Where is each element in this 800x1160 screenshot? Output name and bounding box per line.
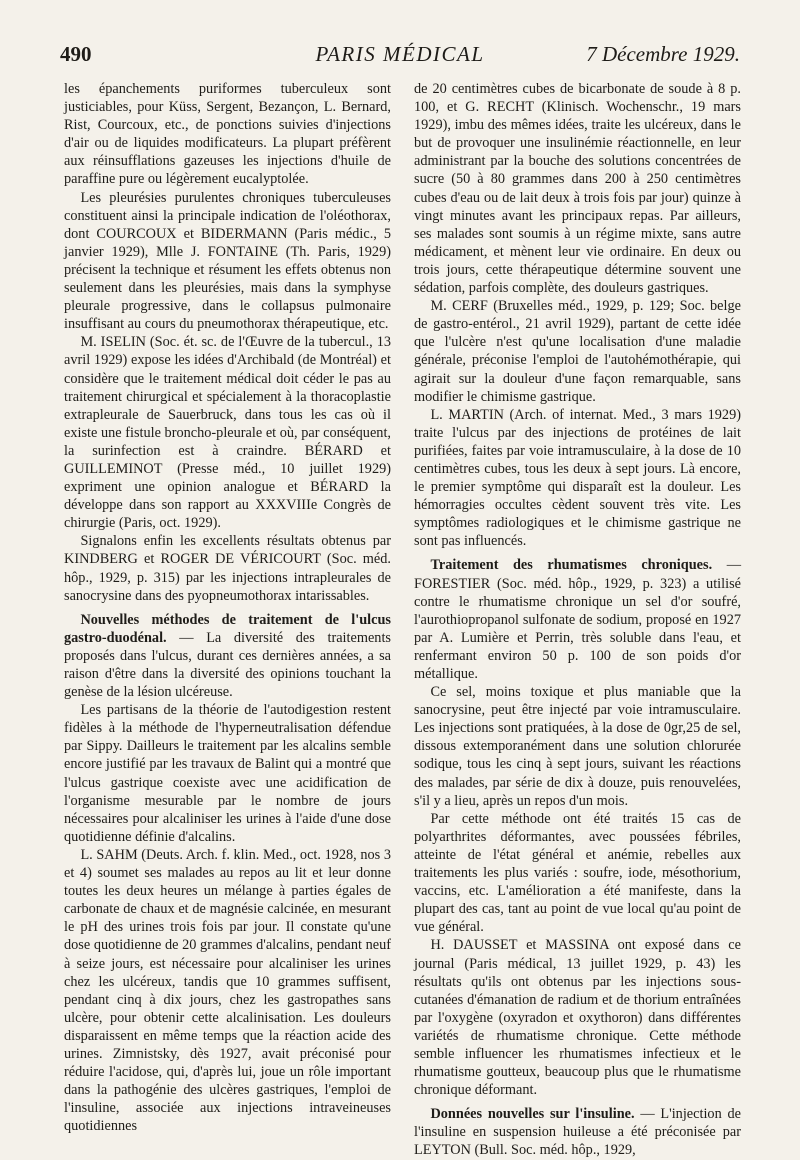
left-column [64, 80, 391, 1135]
section-heading: Traitement des rhumatismes chroniques. [430, 557, 713, 574]
running-head [60, 42, 740, 72]
section-paragraph [64, 611, 391, 701]
paragraph: Par cette méthode ont été traités 15 cas de polyarthrites déformantes, avec poussées fébriles, atteinte de l'état général et anémie, rebelles aux traitements les plus variés : soufre, iode, mésothorium, vaccins, etc. L'amélioration a été manifeste, dans la plupart des cas, tant au point de vue local qu'au point de vue général. [414, 810, 741, 936]
paragraph: H. DAUSSET et MASSINA ont exposé dans ce journal (Paris médical, 13 juillet 1929, p. 43) les résultats qu'ils ont obtenus par les injections sous-cutanées d'émanation de radium et de thorium entraînées par l'oxygène (oxyradon et oxythoron) dans différentes variétés de rhumatisme chronique. Cette méthode semble influencer les rhumatismes infectieux et le rhumatisme goutteux, beaucoup plus que le rhumatisme chronique déformant. [414, 937, 741, 1099]
issue-date: 7 Décembre 1929. [586, 42, 740, 66]
paragraph: les épanchements puriformes tuberculeux sont justiciables, pour Küss, Sergent, Bezançon, L. Bernard, Rist, Courcoux, etc., de ponctions suivies d'injections d'air ou de liquides modificateurs. La plupart préfèrent aux réinsufflations gazeuses les injections d'huile de paraffine pure ou légèrement eucalyptolée. [64, 81, 391, 188]
paragraph: M. ISELIN (Soc. ét. sc. de l'Œuvre de la tubercul., 13 avril 1929) expose les idées d'Archibald (de Montréal) et considère que le traitement médical doit céder le pas au traitement chirurgical et spécialement à la thoracoplastie extrapleurale de Sauerbruck, dans tous les cas où il existe une fistule broncho-pleurale et où, par conséquent, la surinfection est à craindre. BÉRARD et GUILLEMINOT (Presse méd., 10 juillet 1929) expriment une opinion analogue et BÉRARD la développe dans son rapport au XXXVIIIe Congrès de chirurgie (Paris, oct. 1929). [64, 334, 391, 532]
page-number: 490 [60, 42, 92, 66]
paragraph: Ce sel, moins toxique et plus maniable que la sanocrysine, peut être injecté par voie intramusculaire. Les injections sont pratiquées, à la dose de 0gr,25 de sel, dissous extemporanément dans une solution chlorurée sodique, tous les cinq à sept jours, suivant les réactions des malades, par série de dix à douze, puis renouvelées, s'il y a lieu, après un repos d'un mois. [414, 684, 741, 809]
paragraph: Les pleurésies purulentes chroniques tuberculeuses constituent ainsi la principale indication de l'oléothorax, dont COURCOUX et BIDERMANN (Paris médic., 5 janvier 1929), Mlle J. FONTAINE (Th. Paris, 1929) précisent la technique et résument les effets obtenus non seulement dans les pleurésies, mais dans la symphyse pleurale progressive, dans le collapsus pulmonaire insuffisant au cours du pneumothorax thérapeutique, etc. [64, 189, 391, 333]
section-heading: Données nouvelles sur l'insuline. [430, 1106, 635, 1123]
section-intro: — FORESTIER (Soc. méd. hôp., 1929, p. 323) a utilisé contre le rhumatisme chronique un sel d'or soufré, l'aurothiopropanol sulfonate de sodium, proposé en 1927 par A. Lumière et Perrin, très soluble dans l'eau, et renfermant environ 50 p. 100 de son poids d'or métallique. [414, 557, 741, 682]
paragraph: de 20 centimètres cubes de bicarbonate de soude à 8 p. 100, et G. RECHT (Klinisch. Wochenschr., 19 mars 1929), imbu des mêmes idées, traite les ulcéreux, dans le but de provoquer une insulinémie réactionnelle, en leur administrant par la bouche des solutions concentrées de sucre (50 à 80 grammes dans 200 à 250 centimètres cubes d'eau ou de lait deux à trois fois par jour) quinze à vingt minutes avant les principaux repas. Par ailleurs, ses malades sont soumis à un régime mixte, sans autre médicament, et mènent leur vie ordinaire. En deux ou trois jours, cette thérapeutique détermine souvent une sédation, parfois complète, des douleurs gastriques. [414, 81, 741, 297]
section-intro: — La diversité des traitements proposés dans l'ulcus, durant ces dernières années, a sa raison d'être dans la diversité des opinions touchant la genèse de la lésion ulcéreuse. [64, 629, 391, 701]
paragraph: L. MARTIN (Arch. of internat. Med., 3 mars 1929) traite l'ulcus par des injections de protéines de lait purifiées, faites par voie intramusculaire, à la dose de 10 centimètres cubes, tous les deux à sept jours. Là encore, le premier symptôme qui disparaît est la douleur. Les hémorragies occultes cèdent souvent très vite. Les symptômes radiologiques et le chimisme gastrique ne sont pas influencés. [414, 406, 741, 550]
section-heading: Nouvelles méthodes de traitement de l'ulcus gastro-duodénal. [64, 611, 391, 646]
section-paragraph [414, 556, 741, 683]
section-paragraph [414, 1105, 741, 1159]
paragraph: L. SAHM (Deuts. Arch. f. klin. Med., oct. 1928, nos 3 et 4) soumet ses malades au repos au lit et leur donne toutes les deux heures un mélange à parties égales de carbonate de chaux et de magnésie calcinée, en mesurant le pH des urines trois fois par jour. Il constate qu'une dose quotidienne de 20 grammes d'alcalins, pendant neuf à seize jours, est nécessaire pour alcaliniser les urines chez les ulcéreux, tandis que 10 grammes suffisent, pendant cinq à dix jours, chez les gastropathes sans ulcère, pour obtenir cette alcalinisation. Les douleurs disparaissent en même temps que la réaction acide des urines. Zimnistsky, dès 1927, avait préconisé pour réduire l'acidose, qui, d'après lui, joue un rôle important dans la pathogénie des ulcères gastriques, l'emploi de l'insuline, associée aux injections intraveineuses quotidiennes [64, 846, 391, 1135]
section-intro: — L'injection de l'insuline en suspension huileuse a été préconisée par LEYTON (Bull. Soc. méd. hôp., 1929, [414, 1106, 741, 1159]
right-column [414, 80, 741, 1160]
paragraph: M. CERF (Bruxelles méd., 1929, p. 129; Soc. belge de gastro-entérol., 21 avril 1929), partant de cette idée que l'ulcère n'est qu'une localisation d'une maladie générale, préconise l'emploi de l'autohémothérapie, qui agirait sur la douleur d'une façon remarquable, sans modifier le chimisme gastrique. [414, 298, 741, 405]
paragraph: Signalons enfin les excellents résultats obtenus par KINDBERG et ROGER DE VÉRICOURT (Soc. méd. hôp., 1929, p. 315) par les injections intrapleurales de sanocrysine dans des pyopneumothorax intarissables. [64, 533, 391, 604]
paragraph: Les partisans de la théorie de l'autodigestion restent fidèles à la méthode de l'hyperneutralisation défendue par Sippy. Dailleurs le traitement par les alcalins semble encore justifié par les travaux de Balint qui a montré que l'ulcus gastrique coexiste avec une acidification de l'organisme mesurable par le nombre de jours nécessaires pour alcaliniser les urines à l'aide d'une dose quotidienne définie d'alcalins. [64, 702, 391, 845]
journal-title: PARIS MÉDICAL [315, 42, 485, 66]
